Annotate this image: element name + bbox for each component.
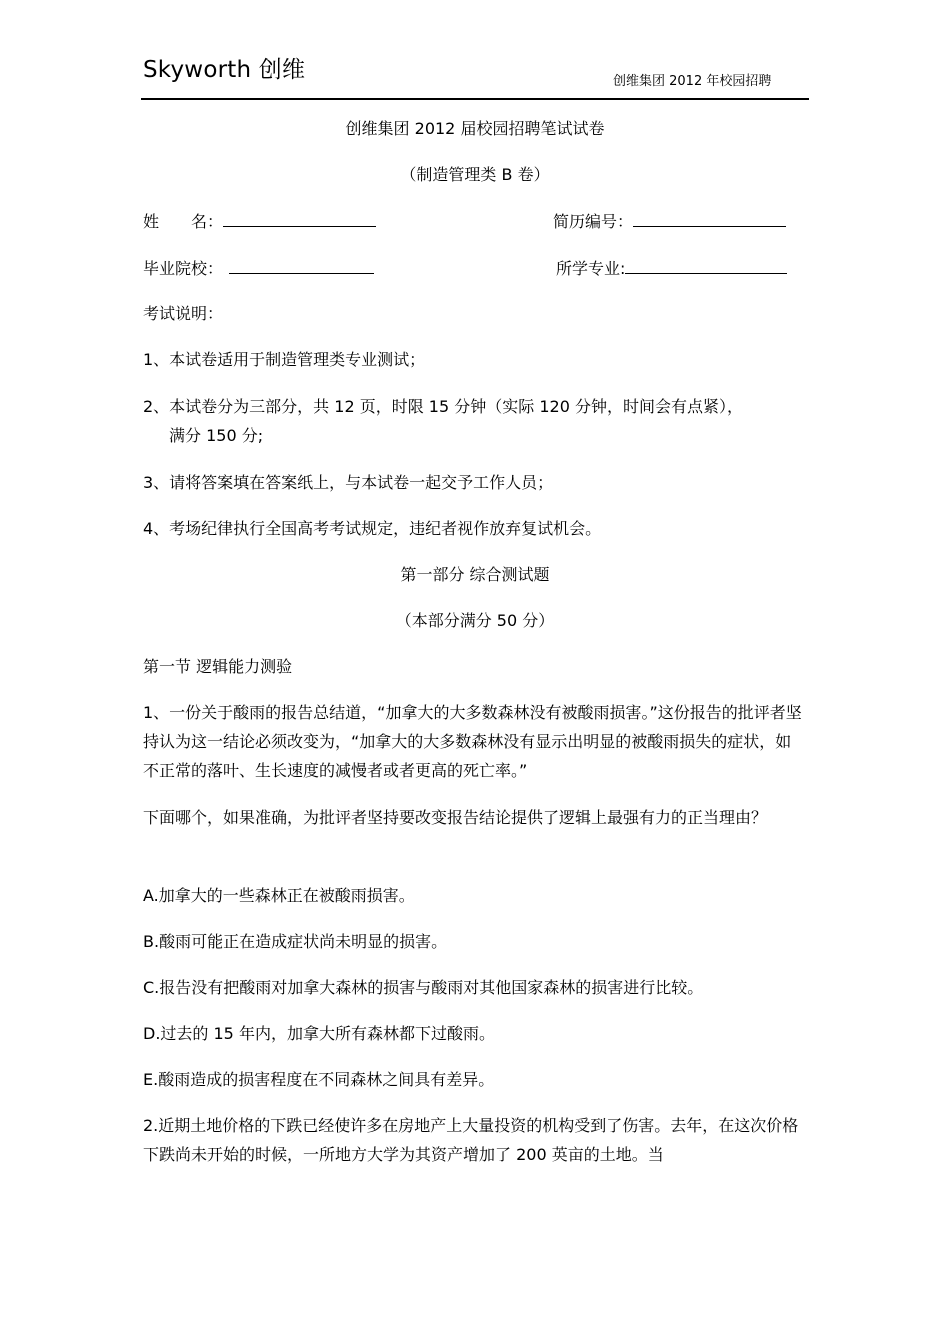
part-score: （本部分满分 50 分）	[395, 611, 555, 630]
option-b: B.酸雨可能正在造成症状尚未明显的损害。	[143, 932, 448, 951]
instruction-item: 2、本试卷分为三部分，共 12 页，时限 15 分钟（实际 120 分钟，时间会有点紧），	[143, 397, 743, 416]
option-e: E.酸雨造成的损害程度在不同森林之间具有差异。	[143, 1070, 495, 1089]
resume-number-field[interactable]	[553, 210, 786, 233]
option-c: C.报告没有把酸雨对加拿大森林的损害与酸雨对其他国家森林的损害进行比较。	[143, 978, 704, 997]
resume-number-blank[interactable]	[633, 210, 786, 227]
question-2-stem: 2.近期土地价格的下跌已经使许多在房地产上大量投资的机构受到了伤害。去年，在这次价格下跌尚未开始的时候，一所地方大学为其资产增加了 200 英亩的土地。当	[143, 1116, 799, 1164]
option-a: A.加拿大的一些森林正在被酸雨损害。	[143, 886, 415, 905]
major-blank[interactable]	[625, 257, 787, 274]
instruction-item: 4、考场纪律执行全国高考考试规定，违纪者视作放弃复试机会。	[143, 519, 602, 538]
exam-title: 创维集团 2012 届校园招聘笔试试卷	[345, 119, 605, 138]
major-field[interactable]	[556, 257, 787, 280]
name-field[interactable]	[143, 210, 376, 233]
brand-logo-text: Skyworth 创维	[143, 57, 306, 83]
part-title: 第一部分 综合测试题	[400, 565, 550, 584]
header-divider	[141, 98, 809, 100]
header-right-text: 创维集团 2012 年校园招聘	[613, 74, 772, 89]
instructions-heading: 考试说明：	[143, 304, 224, 323]
question-1-prompt: 下面哪个，如果准确，为批评者坚持要改变报告结论提供了逻辑上最强有力的正当理由？	[143, 808, 768, 827]
school-label: 毕业院校：	[143, 259, 224, 278]
major-label: 所学专业:	[556, 259, 626, 278]
name-blank[interactable]	[223, 210, 376, 227]
instruction-item: 1、本试卷适用于制造管理类专业测试；	[143, 350, 426, 369]
instruction-item: 3、请将答案填在答案纸上，与本试卷一起交予工作人员；	[143, 473, 554, 492]
section-title: 第一节 逻辑能力测验	[143, 657, 293, 676]
question-1-stem: 1、一份关于酸雨的报告总结道，“加拿大的大多数森林没有被酸雨损害。”这份报告的批评者坚持认为这一结论必须改变为，“加拿大的大多数森林没有显示出明显的被酸雨损失的症状，如不正常的落叶、生长速度的减慢者或者更高的死亡率。”	[143, 703, 802, 780]
name-label: 姓 名：	[143, 212, 224, 231]
school-field[interactable]	[143, 257, 374, 280]
option-d: D.过去的 15 年内，加拿大所有森林都下过酸雨。	[143, 1024, 495, 1043]
exam-subtitle: （制造管理类 B 卷）	[400, 165, 550, 184]
resume-number-label: 简历编号：	[553, 212, 634, 231]
school-blank[interactable]	[229, 257, 374, 274]
instruction-item-continued: 满分 150 分;	[169, 426, 264, 445]
